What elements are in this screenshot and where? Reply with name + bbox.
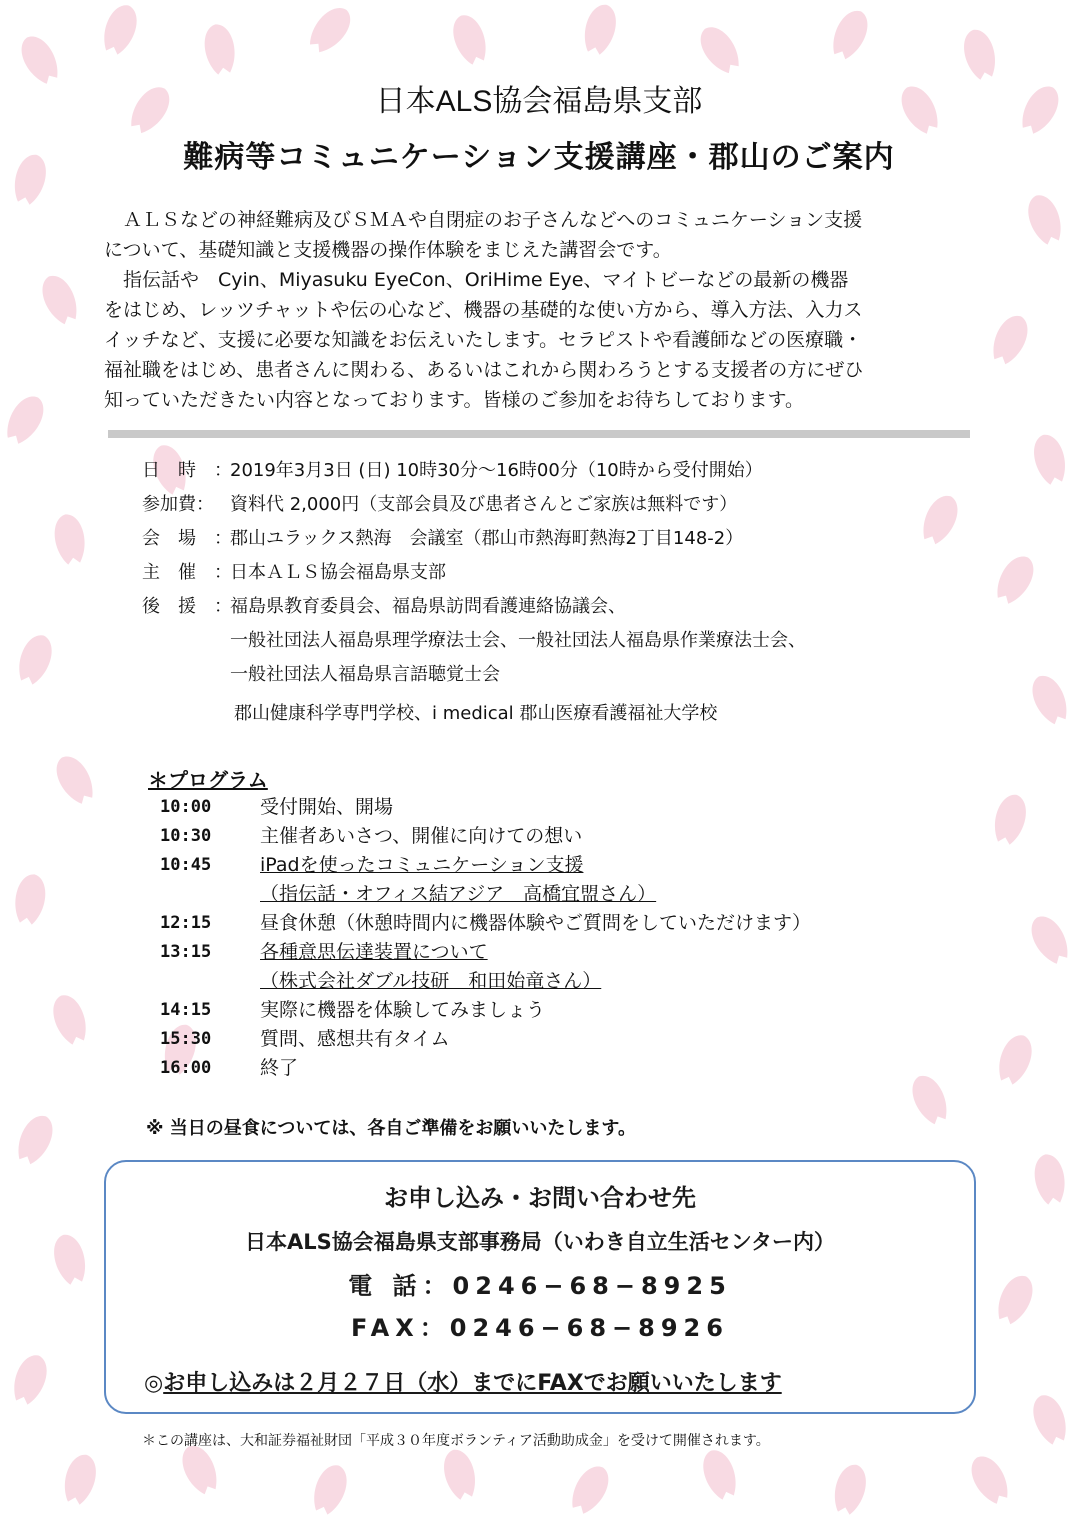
intro-line: ＡＬＳなどの神経難病及びＳＭＡや自閉症のお子さんなどへのコミュニケーション支援 bbox=[104, 209, 863, 231]
contact-box bbox=[104, 1160, 976, 1414]
program-desc: 受付開始、開場 bbox=[260, 796, 394, 818]
program-time: 13:15 bbox=[160, 942, 212, 962]
support-value: 郡山健康科学専門学校、i medical 郡山医療看護福祉大学校 bbox=[234, 703, 718, 724]
support-row bbox=[142, 591, 1002, 625]
intro-line: 知っていただきたい内容となっております。皆様のご参加をお待ちしております。 bbox=[104, 389, 804, 411]
program-item bbox=[160, 938, 920, 967]
contact-fax: FAX：0246−68−8926 bbox=[351, 1314, 729, 1342]
contact-office: 日本ALS協会福島県支部事務局（いわき自立生活センター内） bbox=[245, 1230, 835, 1254]
program-item bbox=[160, 996, 920, 1025]
program-list bbox=[160, 793, 920, 1083]
host-value: 日本ＡＬＳ協会福島県支部 bbox=[230, 562, 446, 583]
program-item bbox=[160, 851, 920, 880]
program-desc: 終了 bbox=[260, 1057, 299, 1079]
deadline-text: お申し込みは２月２７日（水）までにFAXでお願いいたします bbox=[163, 1371, 782, 1396]
intro-text bbox=[104, 205, 984, 415]
program-item bbox=[160, 1054, 920, 1083]
intro-line: 福祉職をはじめ、患者さんに関わる、あるいはこれから関わろうとする支援者の方にぜひ bbox=[104, 359, 864, 381]
program-time: 15:30 bbox=[160, 1029, 212, 1049]
fee-label: 参加費： bbox=[142, 494, 214, 515]
program-desc: 質問、感想共有タイム bbox=[260, 1028, 450, 1050]
date-value: 2019年3月3日 (日) 10時30分〜16時00分（10時から受付開始） bbox=[230, 460, 763, 481]
support-value: 一般社団法人福島県言語聴覚士会 bbox=[230, 664, 500, 685]
host-label: 主 催 ： bbox=[142, 562, 232, 583]
program-speaker-row bbox=[160, 967, 920, 996]
program-time: 12:15 bbox=[160, 913, 212, 933]
footer-note: ＊この講座は、大和証券福祉財団「平成３０年度ボランティア活動助成金」を受けて開催されます。 bbox=[142, 1433, 770, 1449]
venue-label: 会 場 ： bbox=[142, 528, 232, 549]
program-time: 16:00 bbox=[160, 1058, 212, 1078]
deadline-mark: ◎ bbox=[144, 1371, 164, 1396]
program-desc: 主催者あいさつ、開催に向けての想い bbox=[260, 825, 583, 847]
contact-phone: 電 話：0246−68−8925 bbox=[348, 1272, 732, 1300]
program-time: 14:15 bbox=[160, 1000, 212, 1020]
section-divider bbox=[108, 430, 970, 438]
program-time: 10:45 bbox=[160, 855, 212, 875]
deadline-note bbox=[144, 1366, 782, 1397]
intro-line: イッチなど、支援に必要な知識をお伝えいたします。セラピストや看護師などの医療職・ bbox=[104, 329, 863, 351]
intro-line: 指伝話や Cyin、Miyasuku EyeCon、OriHime Eye、マイトビーなどの最新の機器 bbox=[104, 269, 849, 291]
program-item bbox=[160, 1025, 920, 1054]
intro-line: について、基礎知識と支援機器の操作体験をまじえた講習会です。 bbox=[104, 239, 672, 261]
page-title: 難病等コミュニケーション支援講座・郡山のご案内 bbox=[183, 140, 895, 175]
lunch-note: ※ 当日の昼食については、各自ご準備をお願いいたします。 bbox=[146, 1118, 636, 1139]
fee-value: 資料代 2,000円（支部会員及び患者さんとご家族は無料です） bbox=[230, 494, 738, 515]
program-speaker-row bbox=[160, 880, 920, 909]
program-desc: 実際に機器を体験してみましょう bbox=[260, 999, 546, 1021]
program-speaker: （指伝話・オフィス結アジア 高橋宜盟さん） bbox=[260, 883, 657, 905]
program-heading: ＊プログラム bbox=[148, 768, 268, 792]
venue-value: 郡山ユラックス熱海 会議室（郡山市熱海町熱海2丁目148-2） bbox=[230, 528, 744, 549]
program-item bbox=[160, 793, 920, 822]
venue-row bbox=[142, 523, 1002, 557]
program-item bbox=[160, 822, 920, 851]
program-speaker: （株式会社ダブル技研 和田始竜さん） bbox=[260, 970, 602, 992]
contact-title: お申し込み・お問い合わせ先 bbox=[384, 1184, 696, 1212]
program-item bbox=[160, 909, 920, 938]
program-time: 10:30 bbox=[160, 826, 212, 846]
intro-line: をはじめ、レッツチャットや伝の心など、機器の基礎的な使い方から、導入方法、入力ス bbox=[104, 299, 863, 321]
program-desc: 昼食休憩（休憩時間内に機器体験やご質問をしていただけます） bbox=[260, 912, 812, 934]
support-value: 一般社団法人福島県理学療法士会、一般社団法人福島県作業療法士会、 bbox=[230, 630, 806, 651]
date-label: 日 時 ： bbox=[142, 460, 232, 481]
host-row bbox=[142, 557, 1002, 591]
program-desc: iPadを使ったコミュニケーション支援 bbox=[260, 854, 584, 876]
organization-name: 日本ALS協会福島県支部 bbox=[375, 85, 703, 118]
event-details bbox=[142, 455, 1002, 731]
support-value: 福島県教育委員会、福島県訪問看護連絡協議会、 bbox=[230, 596, 626, 617]
date-row bbox=[142, 455, 1002, 489]
program-time: 10:00 bbox=[160, 797, 212, 817]
program-desc: 各種意思伝達装置について bbox=[260, 941, 488, 963]
fee-row bbox=[142, 489, 1002, 523]
support-label: 後 援 ： bbox=[142, 596, 232, 617]
